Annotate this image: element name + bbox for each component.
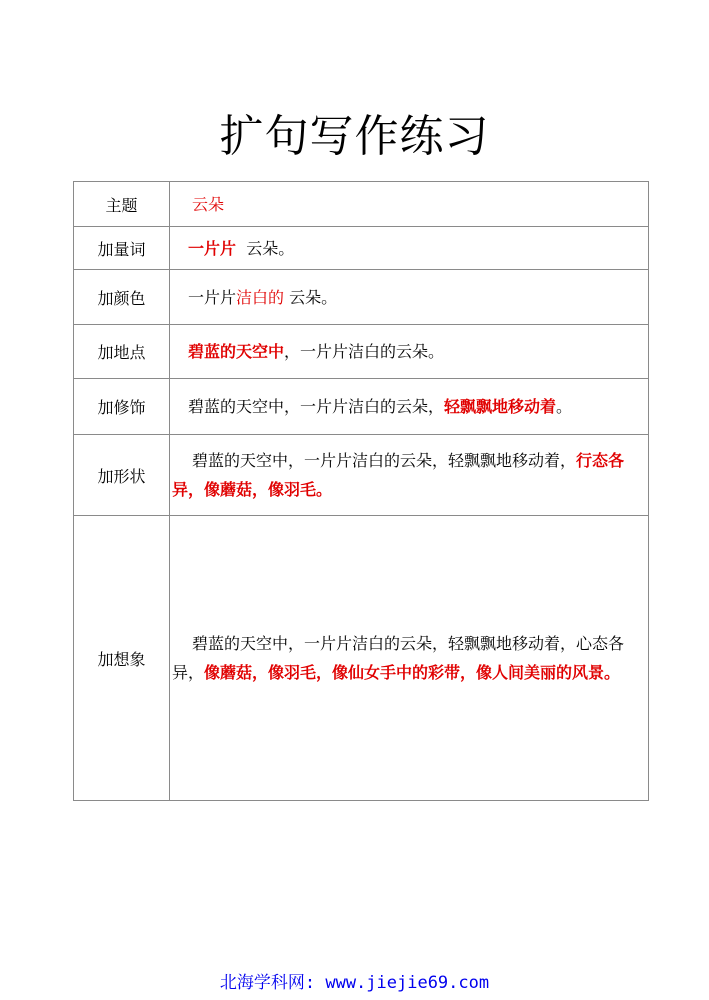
text-span: 行态各异，像蘑菇，像羽毛。: [172, 451, 625, 499]
text-span: 云朵。: [284, 287, 338, 307]
row-content-topic: [170, 182, 649, 227]
table-row: [74, 227, 649, 270]
text-span: ，一片片洁白的云朵。: [284, 342, 445, 361]
row-label-place: 加地点: [74, 325, 170, 379]
text-span: 碧蓝的天空中，一片片洁白的云朵，轻飘飘地移动着，心态各异，: [172, 634, 625, 682]
row-label-modifier: 加修饰: [74, 379, 170, 435]
text-span: 碧蓝的天空中: [188, 342, 285, 361]
text-span: 轻飘飘地移动着: [444, 397, 557, 416]
row-content-imagination: [170, 516, 649, 801]
text-span: 碧蓝的天空中，一片片洁白的云朵，轻飘飘地移动着，: [192, 451, 577, 470]
row-content-place: [170, 325, 649, 379]
text-span: 云朵。: [236, 238, 295, 258]
text-span: 一片片: [188, 287, 237, 307]
table-row: [74, 325, 649, 379]
footer-site-link[interactable]: 北海学科网: www.jiejie69.com: [219, 973, 490, 993]
row-content-color: [170, 270, 649, 325]
page-title: 扩句写作练习: [219, 111, 490, 162]
text-span: 像蘑菇，像羽毛，像仙女手中的彩带，像人间美丽的风景。: [204, 663, 621, 682]
row-label-topic: 主题: [74, 182, 170, 227]
table-row: [74, 379, 649, 435]
text-span: 。: [556, 397, 573, 416]
table-row: [74, 435, 649, 516]
row-content-modifier: [170, 379, 649, 435]
row-label-shape: 加形状: [74, 435, 170, 516]
row-label-quantifier: 加量词: [74, 227, 170, 270]
table-row: [74, 270, 649, 325]
text-span: 洁白的: [236, 287, 285, 307]
row-content-quantifier: [170, 227, 649, 270]
table-row: [74, 516, 649, 801]
row-label-imagination: 加想象: [74, 516, 170, 801]
table-row: [74, 182, 649, 227]
text-span: 一片片: [188, 238, 237, 258]
text-span: 碧蓝的天空中，一片片洁白的云朵，: [188, 397, 445, 416]
row-label-color: 加颜色: [74, 270, 170, 325]
text-span: 云朵: [192, 194, 225, 214]
row-content-shape: [170, 435, 649, 516]
expansion-table: [73, 181, 649, 801]
